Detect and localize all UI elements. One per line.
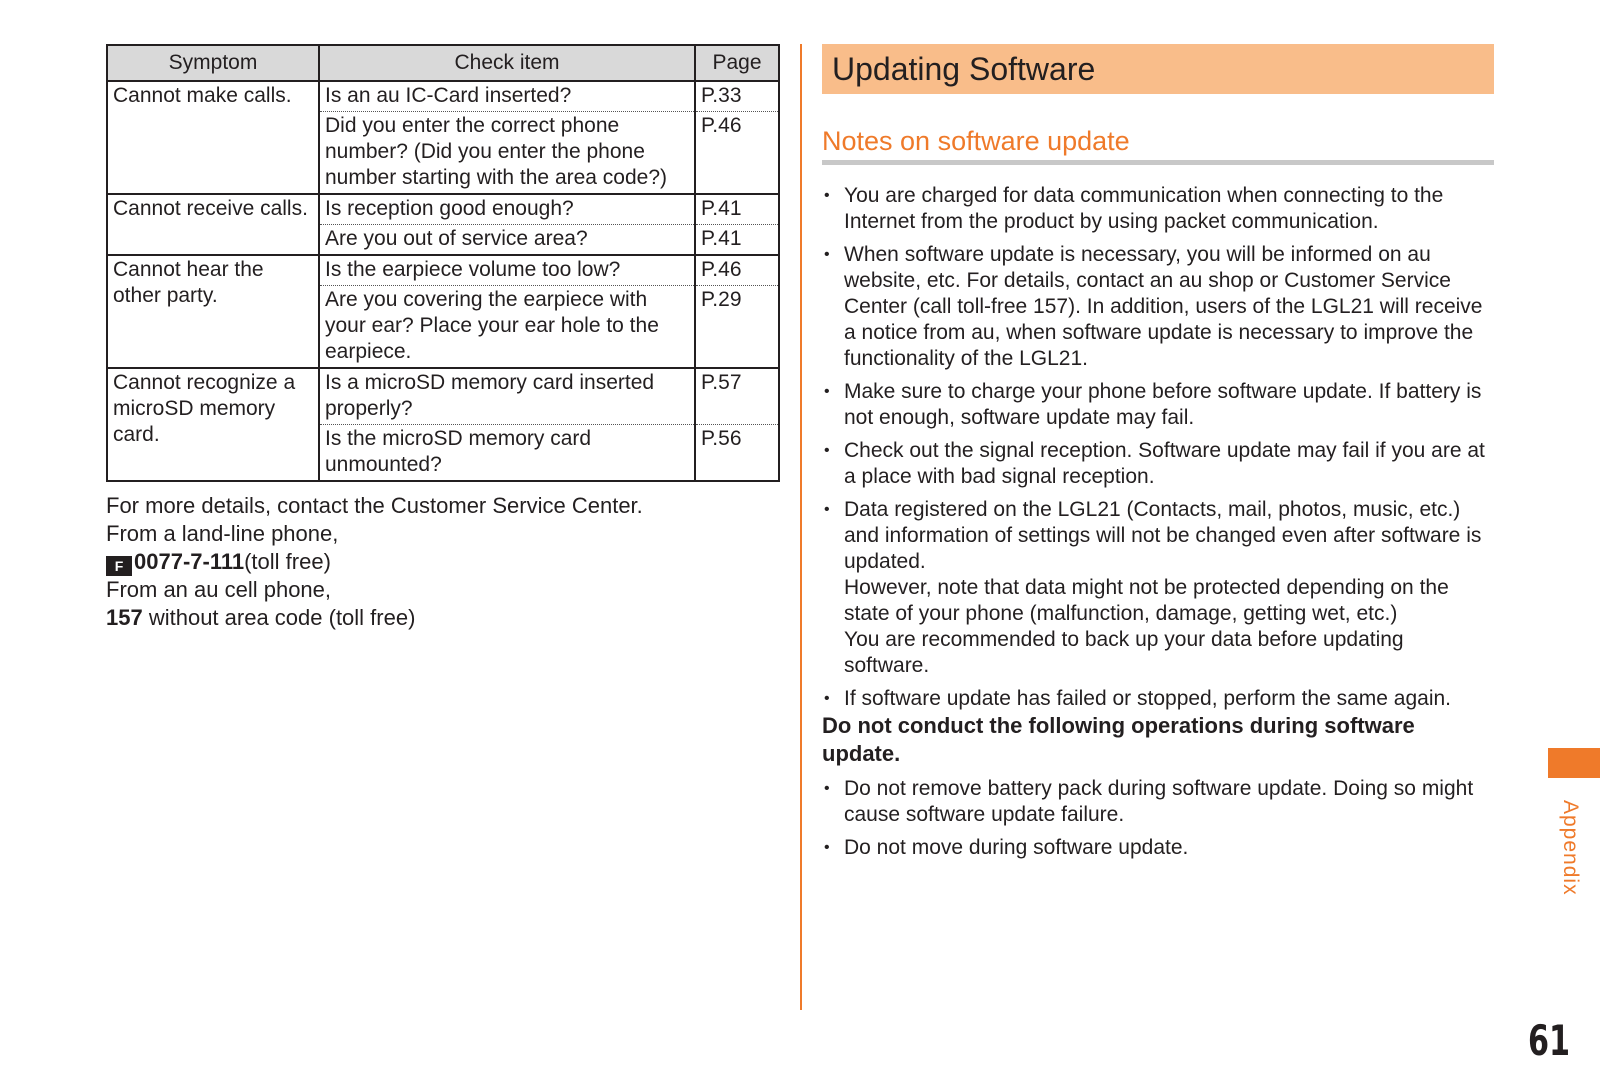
subsection-title: Notes on software update [822, 124, 1494, 165]
warning-heading: Do not conduct the following operations during software update. [822, 713, 1415, 766]
table-row [107, 368, 779, 425]
left-column [106, 44, 778, 632]
table-row [107, 255, 779, 286]
landline-number: 0077-7-111 [134, 549, 245, 574]
note-text: You are recommended to back up your data before updating software. [844, 628, 1404, 677]
list-item [822, 379, 1494, 431]
list-item [822, 686, 1494, 712]
note-text: • When software update is necessary, you will be informed on au website, etc. For details, contact an au shop or Customer Service Center (call toll-free 157). In addition, users of the LGL21 will receive a notice from au, when software update is necessary to improve the functionality of the LGL21. [844, 243, 1483, 370]
check-cell: Did you enter the correct phone number? (Did you enter the phone number starting with the area code?) [319, 112, 695, 195]
list-item [822, 776, 1494, 828]
cell-suffix: without area code (toll free) [142, 605, 416, 630]
notes-list [822, 183, 1494, 712]
list-item [822, 835, 1494, 861]
check-cell: Is an au IC-Card inserted? [319, 81, 695, 112]
landline-label: From a land-line phone, [106, 521, 339, 546]
page-ref: P.41 [695, 194, 779, 225]
cell-number: 157 [106, 605, 143, 630]
cell-label: From an au cell phone, [106, 577, 332, 602]
cell-number-line [106, 604, 778, 632]
appendix-label: Appendix [1559, 800, 1582, 896]
note-text: • Check out the signal reception. Software update may fail if you are at a place with bad signal reception. [844, 439, 1485, 488]
check-cell: Is the microSD memory card unmounted? [319, 425, 695, 482]
check-cell: Is a microSD memory card inserted properly? [319, 368, 695, 425]
header-symptom: Symptom [107, 45, 319, 81]
page-ref: P.41 [695, 225, 779, 256]
list-item [822, 242, 1494, 372]
contact-intro: For more details, contact the Customer Service Center. [106, 493, 643, 518]
header-page: Page [695, 45, 779, 81]
freecall-icon: F [106, 556, 132, 576]
table-row [107, 194, 779, 225]
appendix-tab[interactable] [1548, 748, 1600, 778]
page-ref: P.33 [695, 81, 779, 112]
symptom-cell: Cannot recognize a microSD memory card. [107, 368, 319, 481]
page-ref: P.56 [695, 425, 779, 482]
symptom-cell: Cannot hear the other party. [107, 255, 319, 368]
list-item [822, 183, 1494, 235]
note-text: • Make sure to charge your phone before software update. If battery is not enough, software update may fail. [844, 380, 1482, 429]
page-ref: P.29 [695, 286, 779, 369]
list-item [822, 497, 1494, 679]
page-ref: P.46 [695, 112, 779, 195]
warnings-list [822, 776, 1494, 861]
contact-info [106, 492, 778, 632]
column-divider [800, 44, 802, 1010]
page-number: 61 [1528, 1016, 1571, 1065]
note-text: • If software update has failed or stopped, perform the same again. [844, 687, 1452, 710]
symptom-cell: Cannot receive calls. [107, 194, 319, 255]
page-ref: P.46 [695, 255, 779, 286]
note-text: • Data registered on the LGL21 (Contacts, mail, photos, music, etc.) and information of settings will not be changed even after software is updated. [844, 498, 1482, 573]
right-column [822, 44, 1494, 868]
landline-suffix: (toll free) [244, 549, 331, 574]
header-check-item: Check item [319, 45, 695, 81]
landline-number-line [106, 548, 778, 576]
symptom-cell: Cannot make calls. [107, 81, 319, 194]
note-text: • You are charged for data communication when connecting to the Internet from the product by using packet communication. [844, 184, 1444, 233]
section-title: Updating Software [822, 44, 1494, 94]
table-row [107, 81, 779, 112]
check-cell: Are you out of service area? [319, 225, 695, 256]
warning-text: • Do not move during software update. [844, 836, 1189, 859]
warning-text: • Do not remove battery pack during software update. Doing so might cause software update failure. [844, 777, 1474, 826]
note-text: However, note that data might not be protected depending on the state of your phone (malfunction, damage, getting wet, etc.) [844, 576, 1449, 625]
check-cell: Are you covering the earpiece with your ear? Place your ear hole to the earpiece. [319, 286, 695, 369]
troubleshooting-table [106, 44, 780, 482]
list-item [822, 438, 1494, 490]
check-cell: Is reception good enough? [319, 194, 695, 225]
page-ref: P.57 [695, 368, 779, 425]
check-cell: Is the earpiece volume too low? [319, 255, 695, 286]
table-header-row [107, 45, 779, 81]
